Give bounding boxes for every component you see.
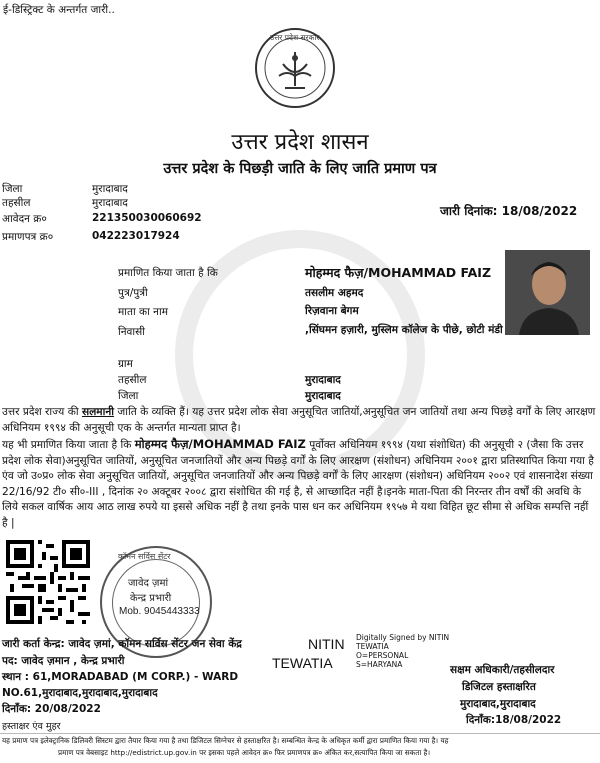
certificate-title: उत्तर प्रदेश के पिछड़ी जाति के लिए जाति प्रमाण पत्र: [163, 161, 437, 177]
application-no-value: 221350030060692: [92, 212, 202, 224]
mother-name: रिज़वाना बेगम: [305, 305, 359, 317]
digital-sign-line3: O=PERSONAL: [356, 651, 409, 660]
signer-name-line1: NITIN: [308, 636, 345, 652]
detail-district-label: जिला: [118, 390, 139, 402]
digital-sign-line2: TEWATIA: [356, 642, 389, 651]
para1-text-post: जाति के व्यक्ति हैं। यह उत्तर प्रदेश लोक सेवा अनुसूचित जातियों,अनुसूचित जन जातियों तथा अन्य पिछड़े वर्गों के लिए आरक्षण अधिनियम १९९४ की अनुसूची एक के अन्तर्गत मान्यता प्राप्त है।: [2, 406, 596, 434]
competent-officer: सक्षम अधिकारी/तहसीलदार: [450, 664, 555, 676]
verification-qr-code: [6, 540, 90, 624]
bottom-note-line2: प्रमाण पत्र वेबसाइट http://edistrict.up.gov.in पर इसका पहले आवेदन क्र० फिर प्रमाणपत्र क्र० अंकित कर,सत्यापित किया जा सकता है।: [58, 748, 431, 757]
seal-ring-text: कॉमन सर्विस सेंटर: [118, 552, 171, 561]
district-value: मुरादाबाद: [92, 183, 128, 195]
certify-label: प्रमाणित किया जाता है कि: [118, 267, 218, 279]
address-value: ,सिंघमन हज़ारी, मुस्लिम कॉलेज के पीछे, छोटी मंडी: [305, 324, 503, 336]
signer-name-line2: TEWATIA: [272, 655, 333, 671]
digital-sign-line1: Digitally Signed by NITIN: [356, 633, 450, 642]
caste-name: सलमानी: [81, 406, 114, 418]
bottom-note-line1: यह प्रमाण पत्र इलेक्ट्रानिक डिलिवरी सिस्टम द्वारा तैयार किया गया है तथा डिजिटल सिग्नेचर से हस्ताक्षरित है। सम्बन्धित केन्द्र के अधिकृत कर्मी द्वारा प्रमाणित किया गया है। यह: [2, 736, 449, 745]
application-no-label: आवेदन क्र०: [2, 213, 47, 225]
resident-label: निवासी: [118, 326, 145, 338]
top-note: ई-डिस्ट्रिक्ट के अन्तर्गत जारी..: [3, 4, 115, 16]
sign-and-seal-label: हस्ताक्षर एंव मुहर: [2, 721, 61, 732]
centre-date: दिनाँक: 20/08/2022: [2, 703, 101, 715]
detail-tehsil-label: तहसील: [118, 374, 147, 386]
tehsil-value: मुरादाबाद: [92, 197, 128, 209]
issuing-centre: जारी कर्ता केन्द्र: जावेद ज़मां, कॉमन सर्विस सेंटर जन सेवा केंद्र: [2, 638, 242, 650]
issue-date: जारी दिनांक: 18/08/2022: [440, 204, 578, 218]
seal-role: केन्द्र प्रभारी: [130, 593, 172, 604]
detail-tehsil-value: मुरादाबाद: [305, 374, 341, 386]
certificate-no-value: 042223017924: [92, 230, 180, 242]
govt-title: उत्तर प्रदेश शासन: [231, 130, 369, 155]
applicant-photo: [505, 250, 590, 335]
centre-location-2: NO.61,मुरादाबाद,मुरादाबाद,मुरादाबाद: [2, 687, 158, 699]
caste-paragraph: [2, 405, 596, 436]
digital-sign-line4: S=HARYANA: [356, 660, 403, 669]
village-label: ग्राम: [118, 358, 133, 370]
centre-post: पद: जावेद ज़मान , केन्द्र प्रभारी: [2, 655, 125, 667]
detail-district-value: मुरादाबाद: [305, 390, 341, 402]
para2-text-post: पूर्वोक्त अधिनियम १९९४ (यथा संशोधित) की अनुसूची २ (जैसा कि उत्तर प्रदेश लोक सेवा)अनुसूचित जातियों, अनुसूचित जनजातियों और अन्य पिछड़े वर्गों के लिए आरक्षण (संशोधन) अधिनियम २००१ द्वारा प्रतिस्थापित किया गया है एंव जो उ०प्र० लोक सेवा अनुसूचित जातियों, अनुसूचित जनजातियों और अन्य पिछड़े वर्गों के लिए आरक्षण (संशोधन) अधिनियम २००२ एवं शासनादेश संख्या 22/16/92 टी० सी०-III , दिनांक २० अक्टूबर २००८ द्वारा संशोधित की गई है, से आच्छादित नहीं है।इनके माता-पिता की निरन्तर तीन वर्षों की अवधि के लिये सकल वार्षिक आय आठ लाख रुपये या इससे अधिक नहीं है तथा इनके पास धन कर अधिनियम १९५७ मे यथा विहित छूट सीमा से अधिक सम्पत्ति नहीं है |: [2, 439, 594, 529]
centre-location-1: स्थान : 61,MORADABAD (M CORP.) - WARD: [2, 671, 239, 683]
seal-mobile: Mob. 9045443333: [119, 606, 200, 617]
certificate-no-label: प्रमाणपत्र क्र०: [2, 231, 54, 243]
officer-place: मुरादाबाद,मुरादाबाद: [460, 698, 536, 710]
son-of-label: पुत्र/पुत्री: [118, 287, 148, 299]
person-photo-icon: [505, 250, 590, 335]
tehsil-label: तहसील: [2, 197, 31, 209]
officer-date: दिनाँक:18/08/2022: [466, 714, 562, 726]
father-name: तसलीम अहमद: [305, 287, 364, 299]
mother-label: माता का नाम: [118, 306, 168, 318]
certification-paragraph: [2, 437, 596, 531]
district-label: जिला: [2, 183, 23, 195]
holder-name: मोहम्मद फैज़/MOHAMMAD FAIZ: [305, 265, 492, 280]
para2-holder-name: मोहम्मद फैज़/MOHAMMAD FAIZ: [134, 437, 306, 451]
digitally-signed-label: डिजिटल हस्ताक्षरित: [462, 681, 536, 693]
bottom-divider: [0, 733, 600, 734]
emblem-text: उत्तर प्रदेश सरकार: [270, 33, 320, 42]
para2-text-pre: यह भी प्रमाणित किया जाता है कि: [2, 439, 135, 451]
para1-text-pre: उत्तर प्रदेश राज्य की: [2, 406, 82, 418]
seal-name: जावेद ज़मां: [128, 578, 169, 589]
qr-code-icon: [6, 540, 90, 624]
